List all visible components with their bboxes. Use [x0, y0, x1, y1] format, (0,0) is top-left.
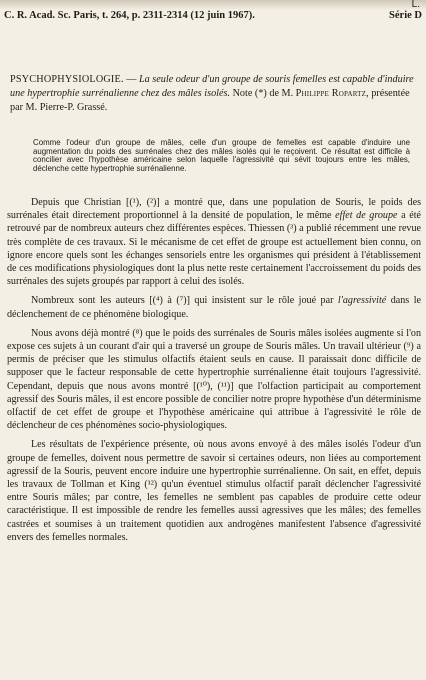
paragraph-text: Les résultats de l'expérience présente, où nous avons envoyé à des mâles isolés l'odeur d'un groupe de femelles, doivent nous permettre de savoir si certaines odeurs, non liées au comportement agressif de la Souris, peuvent encore induire une hypertrophie surrénalienne. On sait, en effet, depuis les travaux de Tollman et King (¹²) qu'un éventuel stimulus olfactif paraît déclencher l'agressivité entre Souris mâles; par contre, les femelles ne semblent pas capables de produire cette odeur caractéristique. Il est impossible de rendre les femelles aussi agressives que les mâles; des femelles castrées et soumises à un traitement quotidien aux androgènes manifestent l'absence d'agressivité envers des femelles normales. [7, 439, 421, 543]
article-body [7, 196, 421, 550]
paragraph-1 [7, 196, 421, 288]
note-prefix: Note (*) de M. [232, 87, 296, 99]
continuation-mark: L. [411, 0, 420, 10]
paragraph-italic: l'agressivité [337, 295, 387, 307]
paragraph-text: Nombreux sont les auteurs [(⁴) à (⁷)] qui insistent sur le rôle joué par [31, 295, 338, 307]
paragraph-3 [7, 327, 421, 433]
title-dash: — [123, 74, 139, 85]
abstract: Comme l'odeur d'un groupe de mâles, celle d'un groupe de femelles est capable d'induire une augmentation du poids des surrénales chez des mâles isolés qui le reçoivent. Ce résultat est difficile à concilier avec l'hypothèse américaine selon laquelle l'agressivité qui sévit toujours entre les mâles, déclenche cette hypertrophie surrénalienne. [33, 138, 410, 173]
presenter-line: , présentée par M. Pierre-P. Grassé. [10, 87, 410, 113]
paragraph-4 [7, 438, 421, 544]
paragraph-italic: effet de groupe [335, 210, 398, 222]
paragraph-text: Depuis que Christian [(¹), (²)] a montré que, dans une population de Souris, le poids des surrénales était directement proportionnel à la densité de population, le même [7, 197, 421, 222]
article-title-block [10, 73, 422, 114]
paragraph-text: Nous avons déjà montré (⁸) que le poids des surrénales de Souris mâles isolées augmente si l'on expose ces sujets à un courant d'air qui a traversé un groupe de Souris mâles. Un travail ultérieur (⁹) a permis de préciser que les stimulus olfactifs étaient seuls en cause. Il paraissait donc difficile de supposer que le facteur responsable de cette hypertrophie surrénalienne était toujours l'agressivité. Cependant, depuis que nous avons montré [(¹⁰), (¹¹)] que l'olfaction participait au comportement agressif des Souris mâles, il est encore possible de concilier notre propre hypothèse d'un déterminisme olfactif de cet effet de groupe et l'hypothèse américaine qui attribue à l'agressivité le rôle de déclencheur de ces phénomènes socio-physiologiques. [7, 327, 421, 432]
author-name: Philippe Ropartz [295, 87, 367, 99]
section-heading: PSYCHOPHYSIOLOGIE. [10, 74, 124, 85]
paragraph-2 [7, 294, 421, 320]
article-title: La seule odeur d'un groupe de souris femelles est capable d'induire une hypertrophie surrénalienne chez des mâles isolés. [10, 74, 414, 99]
paragraph-text: a été retrouvé par de nombreux auteurs chez différentes espèces. Thiessen (³) a publié récemment une revue très complète de ces travaux. Si le mécanisme de cet effet de groupe est actuellement bien connu, on ignore encore quels sont les échanges sensoriels entre les organismes qui président à l'établissement de ces modifications physiologiques dont la plus nette reste certainement l'accroissement du poids des surrénales des sujets groupés par rapport à celui des isolés. [7, 210, 421, 288]
journal-citation: C. R. Acad. Sc. Paris, t. 264, p. 2311-2314 (12 juin 1967). [4, 10, 255, 21]
series-label: Série D [389, 10, 422, 21]
paragraph-text: dans le déclenchement de ce phénomène biologique. [7, 295, 421, 320]
